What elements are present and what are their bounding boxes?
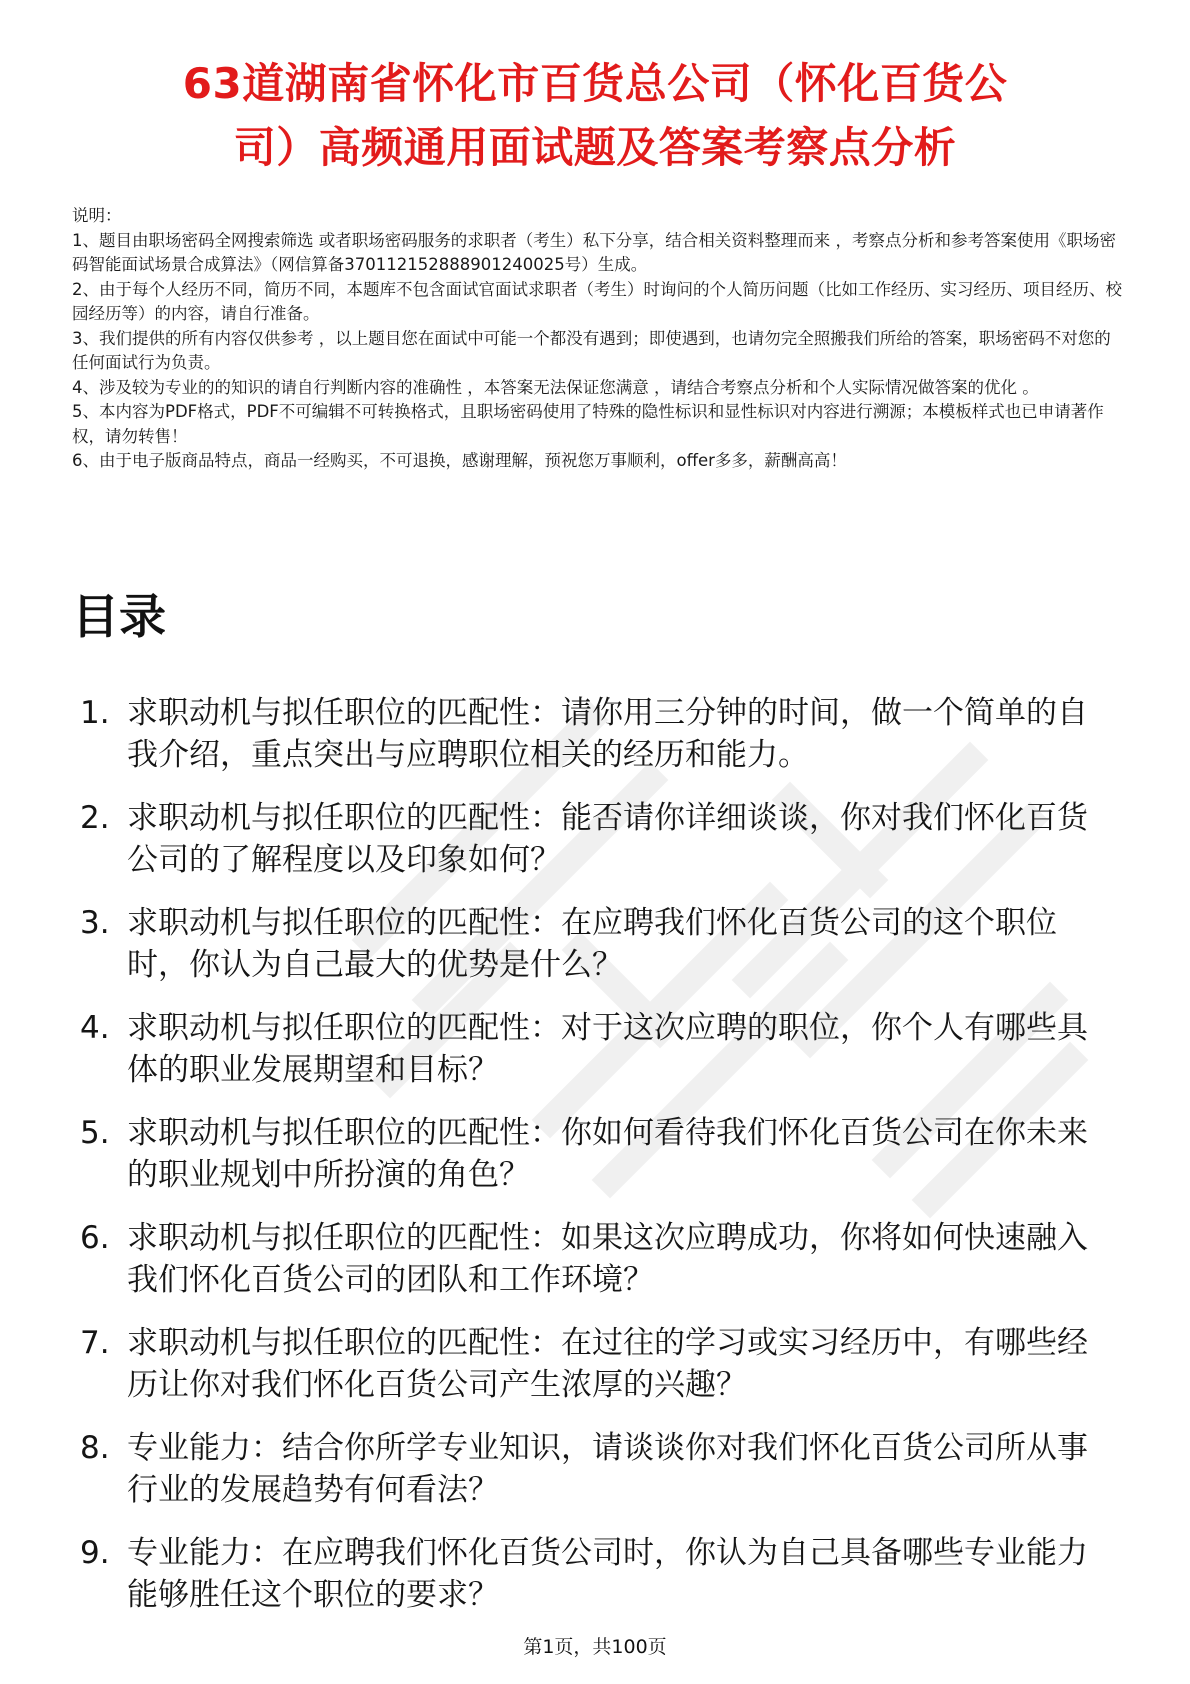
toc-item-number: 9. bbox=[80, 1535, 110, 1571]
note-item: 4、涉及较为专业的的知识的请自行判断内容的准确性 ，本答案无法保证您满意 ，请结合考察点分析和个人实际情况做答案的优化 。 bbox=[72, 377, 1039, 397]
toc-item-number: 3. bbox=[80, 905, 110, 941]
toc-item-number: 4. bbox=[80, 1010, 110, 1046]
document-title-line2: 司）高频通用面试题及答案考察点分析 bbox=[233, 123, 957, 172]
toc-item-text: 求职动机与拟任职位的匹配性：对于这次应聘的职位，你个人有哪些具体的职业发展期望和目标？ bbox=[127, 1010, 1088, 1088]
toc-item-text: 专业能力：结合你所学专业知识，请谈谈你对我们怀化百货公司所从事行业的发展趋势有何看法？ bbox=[127, 1430, 1088, 1508]
toc-item[interactable] bbox=[72, 692, 1112, 776]
toc-item-number: 6. bbox=[80, 1220, 110, 1256]
toc-list bbox=[72, 692, 1112, 1637]
toc-item[interactable] bbox=[72, 1217, 1112, 1301]
toc-item-text: 求职动机与拟任职位的匹配性：如果这次应聘成功，你将如何快速融入我们怀化百货公司的团队和工作环境？ bbox=[127, 1220, 1088, 1298]
toc-item[interactable] bbox=[72, 1007, 1112, 1091]
toc-item[interactable] bbox=[72, 1427, 1112, 1511]
toc-item-text: 求职动机与拟任职位的匹配性：你如何看待我们怀化百货公司在你未来的职业规划中所扮演的角色？ bbox=[127, 1115, 1088, 1193]
document-title-line1: 63道湖南省怀化市百货总公司（怀化百货公 bbox=[182, 59, 1008, 108]
toc-item-text: 求职动机与拟任职位的匹配性：能否请你详细谈谈，你对我们怀化百货公司的了解程度以及印象如何？ bbox=[127, 800, 1088, 878]
toc-item-number: 8. bbox=[80, 1430, 110, 1466]
note-item: 1、题目由职场密码全网搜索筛选 或者职场密码服务的求职者（考生）私下分享，结合相关资料整理而来 ，考察点分析和参考答案使用《职场密码智能面试场景合成算法》（网信算备370112152888901240025号）生成。 bbox=[72, 230, 1116, 274]
toc-item[interactable] bbox=[72, 1112, 1112, 1196]
toc-item-number: 7. bbox=[80, 1325, 110, 1361]
note-item: 3、我们提供的所有内容仅供参考 ，以上题目您在面试中可能一个都没有遇到；即使遇到，也请勿完全照搬我们所给的答案，职场密码不对您的任何面试行为负责。 bbox=[72, 328, 1111, 372]
note-item: 6、由于电子版商品特点，商品一经购买，不可退换，感谢理解，预祝您万事顺利，offer多多，薪酬高高！ bbox=[72, 451, 847, 470]
notes-label: 说明： bbox=[72, 206, 122, 225]
notes-section bbox=[72, 204, 1122, 474]
note-item: 2、由于每个人经历不同，简历不同，本题库不包含面试官面试求职者（考生）时询问的个人简历问题（比如工作经历、实习经历、项目经历、校园经历等）的内容，请自行准备。 bbox=[72, 279, 1122, 323]
toc-item[interactable] bbox=[72, 797, 1112, 881]
toc-item-number: 1. bbox=[80, 695, 110, 731]
toc-item-number: 2. bbox=[80, 800, 110, 836]
toc-item[interactable] bbox=[72, 1532, 1112, 1616]
toc-item[interactable] bbox=[72, 902, 1112, 986]
toc-item-number: 5. bbox=[80, 1115, 110, 1151]
toc-item[interactable] bbox=[72, 1322, 1112, 1406]
document-title bbox=[90, 52, 1100, 180]
note-item: 5、本内容为PDF格式，PDF不可编辑不可转换格式，且职场密码使用了特殊的隐性标识和显性标识对内容进行溯源；本模板样式也已申请著作权，请勿转售！ bbox=[72, 402, 1104, 446]
toc-item-text: 求职动机与拟任职位的匹配性：在过往的学习或实习经历中，有哪些经历让你对我们怀化百货公司产生浓厚的兴趣？ bbox=[127, 1325, 1088, 1403]
toc-item-text: 专业能力：在应聘我们怀化百货公司时，你认为自己具备哪些专业能力能够胜任这个职位的要求？ bbox=[127, 1535, 1088, 1613]
page-footer: 第1页，共100页 bbox=[523, 1636, 667, 1658]
toc-item-text: 求职动机与拟任职位的匹配性：请你用三分钟的时间，做一个简单的自我介绍，重点突出与应聘职位相关的经历和能力。 bbox=[127, 695, 1088, 773]
toc-item-text: 求职动机与拟任职位的匹配性：在应聘我们怀化百货公司的这个职位时，你认为自己最大的优势是什么？ bbox=[127, 905, 1057, 983]
toc-heading: 目录 bbox=[72, 590, 166, 645]
